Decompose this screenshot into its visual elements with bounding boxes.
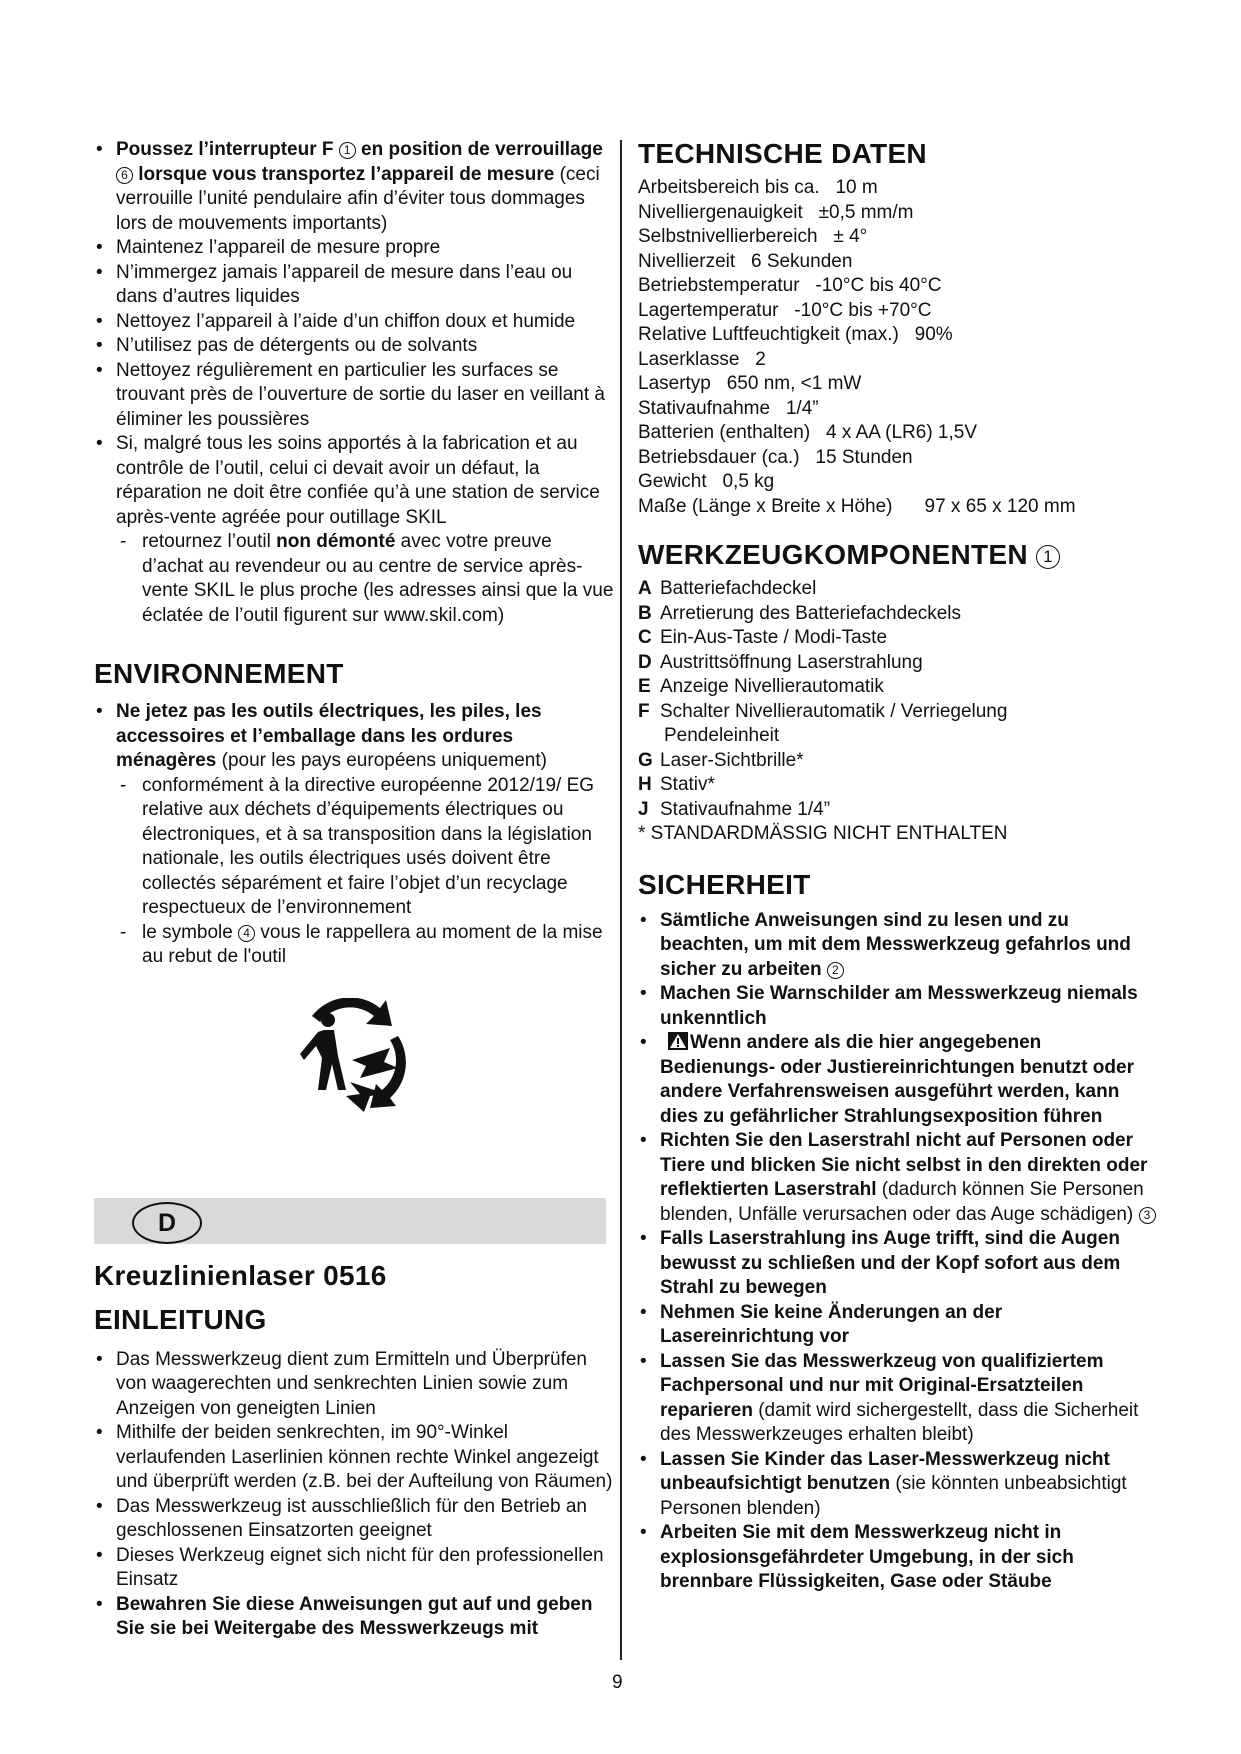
list-item: • Machen Sie Warnschilder am Messwerkzeug niemals unkenntlich (638, 982, 1158, 1031)
spec-row: Maße (Länge x Breite x Höhe) 97 x 65 x 120 mm (638, 495, 1076, 517)
sub-item: - conformément à la directive européenne 2012/19/ EG relative aux déchets d’équipements électriques ou électroniques, et à sa transposition dans la législation nationale, les outils électriques usés doivent être collectés séparément et faire l’objet d’un recyclage respectueux de l’environnement (94, 774, 614, 921)
list-item: • Lassen Sie das Messwerkzeug von qualifiziertem Fachpersonal und nur mit Original-Ersatzteilen reparieren (damit wird sichergestellt, dass die Sicherheit des Messwerkzeuges erhalten bleibt) (638, 1350, 1158, 1448)
spec-row: Arbeitsbereich bis ca. 10 m (638, 177, 878, 198)
list-item: • Lassen Sie Kinder das Laser-Messwerkzeug nicht unbeaufsichtigt benutzen (sie könnten unbeabsichtigt Personen blenden) (638, 1448, 1158, 1522)
list-item: • Das Messwerkzeug dient zum Ermitteln und Überprüfen von waagerechten und senkrechten Linien sowie zum Anzeigen von geneigten Linien (94, 1348, 614, 1422)
list-item: • N’utilisez pas de détergents ou de solvants (94, 334, 614, 359)
component-item: B Arretierung des Batteriefachdeckels (638, 602, 961, 624)
safety-heading: SICHERHEIT (638, 868, 811, 900)
spec-row: Lasertyp 650 nm, <1 mW (638, 373, 862, 394)
list-item: • Arbeiten Sie mit dem Messwerkzeug nicht in explosionsgefährdeter Umgebung, in der sich brennbare Flüssigkeiten, Gase oder Stäube (638, 1521, 1158, 1595)
component-item: E Anzeige Nivellierautomatik (638, 676, 884, 697)
environment-heading: ENVIRONNEMENT (94, 658, 344, 689)
right-column (638, 138, 1158, 1595)
list-item: • Wenn andere als die hier angegebenen Bedienungs- oder Justiereinrichtungen benutzt oder andere Verfahrensweisen ausgeführt werden, kann dies zu gefährlicher Strahlungsexposition führen (638, 1031, 1158, 1129)
list-item: • Falls Laserstrahlung ins Auge trifft, sind die Augen bewusst zu schließen und der Kopf sofort aus dem Strahl zu bewegen (638, 1227, 1158, 1301)
list-item: • N’immergez jamais l’appareil de mesure dans l’eau ou dans d’autres liquides (94, 261, 614, 310)
list-item: • Nehmen Sie keine Änderungen an der Lasereinrichtung vor (638, 1301, 1158, 1350)
component-item: F Schalter Nivellierautomatik / Verriegelung (638, 700, 1008, 722)
components-heading: WERKZEUGKOMPONENTEN 1 (638, 539, 1158, 571)
circled-number: 1 (339, 142, 356, 159)
list-item: • Nettoyez l’appareil à l’aide d’un chiffon doux et humide (94, 310, 614, 335)
technical-data-heading: TECHNISCHE DATEN (638, 138, 927, 169)
component-item: H Stativ* (638, 774, 715, 795)
language-code-badge: D (132, 1202, 202, 1244)
spec-row: Nivelliergenauigkeit ±0,5 mm/m (638, 201, 914, 223)
component-item: G Laser-Sichtbrille* (638, 749, 804, 771)
spec-row: Betriebsdauer (ca.) 15 Stunden (638, 446, 913, 468)
spec-row: Batterien (enthalten) 4 x AA (LR6) 1,5V (638, 422, 978, 443)
maintenance-list (94, 138, 614, 628)
components-note: * STANDARDMÄSSIG NICHT ENTHALTEN (638, 823, 1008, 844)
sub-item: - le symbole 4 vous le rappellera au moment de la mise au rebut de l'outil (94, 921, 614, 970)
list-item: • Sämtliche Anweisungen sind zu lesen und zu beachten, um mit dem Messwerkzeug gefahrlos und sicher zu arbeiten 2 (638, 909, 1158, 983)
safety-list (638, 909, 1158, 1595)
spec-row: Selbstnivellierbereich ± 4° (638, 226, 868, 247)
list-item: • Richten Sie den Laserstrahl nicht auf Personen oder Tiere und blicken Sie nicht selbst in den direkten oder reflektierten Laserstrahl (dadurch können Sie Personen blenden, Unfälle verursachen oder das Auge schädigen) 3 (638, 1129, 1158, 1227)
circled-number: 2 (827, 962, 844, 979)
environment-list (94, 700, 614, 970)
component-item: A Batteriefachdeckel (638, 578, 817, 599)
sub-item: - retournez l’outil non démonté avec votre preuve d’achat au revendeur ou au centre de service après-vente SKIL le plus proche (les adresses ainsi que la vue éclatée de l’outil figurent sur www.skil.com) (94, 530, 614, 628)
spec-row: Relative Luftfeuchtigkeit (max.) 90% (638, 324, 953, 345)
laser-warning-icon (668, 1032, 688, 1050)
list-item: • Das Messwerkzeug ist ausschließlich für den Betrieb an geschlossenen Einsatzorten geeignet (94, 1495, 614, 1544)
column-divider (620, 140, 622, 1660)
circled-number: 1 (1036, 545, 1060, 569)
component-item: D Austrittsöffnung Laserstrahlung (638, 651, 923, 673)
component-item: C Ein-Aus-Taste / Modi-Taste (638, 627, 888, 648)
triman-recycling-icon (294, 998, 424, 1118)
list-item: • Bewahren Sie diese Anweisungen gut auf und geben Sie sie bei Weitergabe des Messwerkzeugs mit (94, 1593, 614, 1642)
component-item-continuation: Pendeleinheit (664, 725, 780, 746)
spec-list (638, 176, 1158, 519)
component-item: J Stativaufnahme 1/4” (638, 798, 831, 820)
list-item: • Si, malgré tous les soins apportés à la fabrication et au contrôle de l’outil, celui ci devait avoir un défaut, la réparation ne doit être confiée qu’à une station de service après-vente agréée pour outillage SKIL (94, 432, 614, 530)
spec-row: Gewicht 0,5 kg (638, 471, 775, 492)
introduction-heading: EINLEITUNG (94, 1303, 267, 1335)
list-item: • Nettoyez régulièrement en particulier les surfaces se trouvant près de l’ouverture de sortie du laser en veillant à éliminer les poussières (94, 359, 614, 433)
product-title: Kreuzlinienlaser 0516 (94, 1259, 387, 1291)
circled-number: 3 (1139, 1207, 1156, 1224)
introduction-list (94, 1348, 614, 1642)
circled-number: 6 (116, 167, 133, 184)
page-number: 9 (612, 1672, 623, 1693)
spec-row: Lagertemperatur -10°C bis +70°C (638, 299, 932, 321)
spec-row: Stativaufnahme 1/4” (638, 397, 819, 419)
list-item: • Maintenez l’appareil de mesure propre (94, 236, 614, 261)
list-item: • Poussez l’interrupteur F 1 en position de verrouillage 6 lorsque vous transportez l’appareil de mesure (ceci verrouille l’unité pendulaire afin d’éviter tous dommages lors de mouvements importants) (94, 138, 614, 236)
list-item: • Dieses Werkzeug eignet sich nicht für den professionellen Einsatz (94, 1544, 614, 1593)
spec-row: Laserklasse 2 (638, 348, 766, 370)
list-item: • Mithilfe der beiden senkrechten, im 90°-Winkel verlaufenden Laserlinien können rechte Winkel angezeigt und überprüft werden (z.B. bei der Aufteilung von Räumen) (94, 1421, 614, 1495)
component-list (638, 577, 1158, 847)
list-item: • Ne jetez pas les outils électriques, les piles, les accessoires et l’emballage dans les ordures ménagères (pour les pays européens uniquement) (94, 700, 614, 774)
circled-number: 4 (238, 925, 255, 942)
spec-row: Nivellierzeit 6 Sekunden (638, 250, 853, 272)
spec-row: Betriebstemperatur -10°C bis 40°C (638, 275, 942, 296)
language-section-bar (94, 1198, 606, 1244)
left-column (94, 138, 614, 1642)
